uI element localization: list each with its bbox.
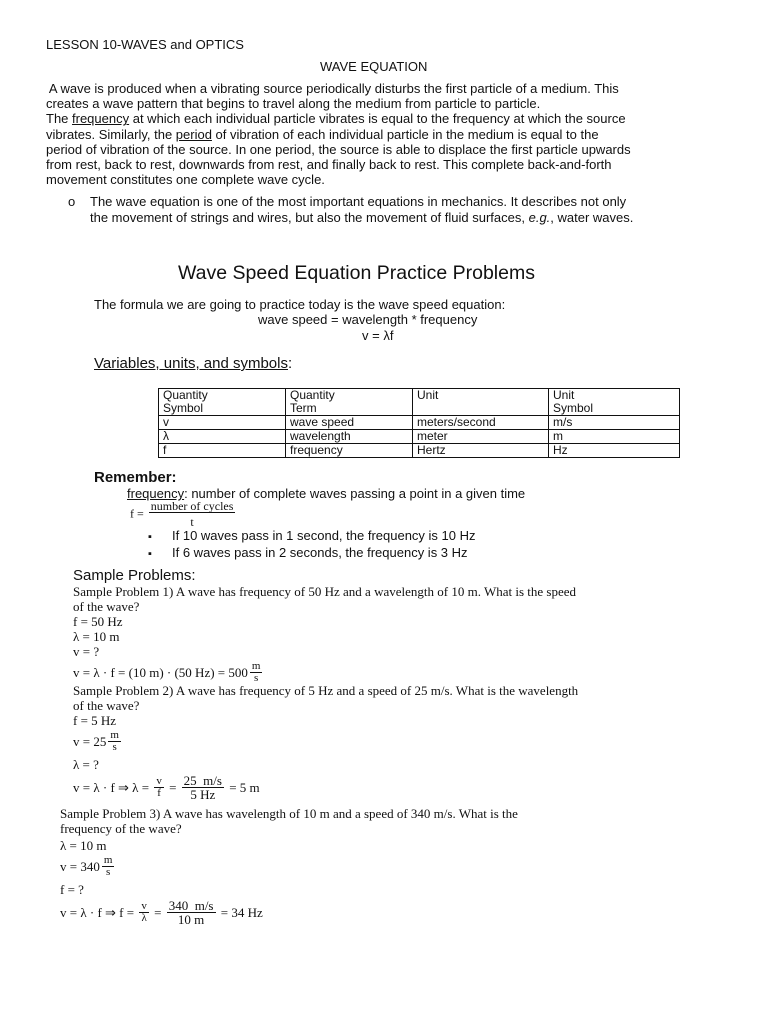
numerator: 25 m/s (183, 773, 222, 788)
table-cell: meters/second (413, 416, 549, 430)
table-cell: frequency (286, 444, 413, 458)
text: Term (290, 401, 317, 415)
text: Quantity (290, 388, 335, 402)
list-item (148, 528, 476, 545)
intro-line: A wave is produced when a vibrating source periodically disturbs the first particle of a medium. This (46, 81, 619, 96)
practice-heading: Wave Speed Equation Practice Problems (178, 262, 535, 284)
given-value (60, 855, 518, 878)
denominator: s (105, 866, 111, 878)
intro-paragraph (46, 81, 631, 187)
given-value: v = ? (73, 644, 100, 659)
formula-words: wave speed = wavelength * frequency (258, 312, 478, 327)
text: = (154, 905, 162, 920)
page-title: WAVE EQUATION (320, 59, 428, 74)
table-cell: f (159, 444, 286, 458)
text: = 34 Hz (220, 905, 263, 920)
problem-text: Sample Problem 3) A wave has wavelength of 10 m and a speed of 340 m/s. What is the (60, 806, 518, 821)
fraction (149, 500, 236, 528)
denominator: 10 m (177, 912, 205, 927)
denominator: f (157, 787, 161, 799)
given-value (73, 730, 578, 753)
variables-table (158, 388, 680, 458)
text: v = λ · f ⇒ λ = (73, 780, 150, 795)
fraction (182, 774, 224, 801)
intro-line (46, 111, 631, 126)
bullet-line: The wave equation is one of the most important equations in mechanics. It describes not only (90, 194, 627, 209)
table-cell: Hertz (413, 444, 549, 458)
table-cell: wave speed (286, 416, 413, 430)
numerator: v (156, 775, 162, 787)
problem-text: Sample Problem 1) A wave has frequency of 50 Hz and a wavelength of 10 m. What is the speed (73, 584, 577, 599)
denominator: 5 Hz (190, 787, 216, 802)
intro-line: period of vibration of the source. In one period, the source is able to displace the first particle upwards (46, 141, 631, 157)
text: The (46, 111, 73, 127)
text: vibrates. Similarly, the (46, 126, 176, 142)
fraction (154, 776, 164, 799)
table-cell: wavelength (286, 430, 413, 444)
text: of vibration of each individual particle in the medium is equal to the (211, 126, 599, 142)
text: v = λ · f ⇒ f = (60, 905, 135, 920)
bullet-marker: ▪ (148, 531, 152, 543)
lesson-label: LESSON 10-WAVES and OPTICS (46, 37, 244, 52)
table-row (159, 416, 680, 430)
given-value: f = 50 Hz (73, 614, 123, 629)
denominator: s (112, 741, 117, 753)
wave-equation-bullet (90, 194, 633, 226)
formula-intro: The formula we are going to practice today is the wave speed equation: (94, 297, 506, 312)
text: : number of complete waves passing a point in a given time (184, 486, 526, 501)
problem-text: of the wave? (73, 698, 140, 713)
fraction (108, 730, 121, 753)
table-header-cell (413, 389, 549, 416)
text: Unit (417, 388, 439, 402)
numerator: v (141, 900, 147, 912)
remember-heading: Remember: (94, 469, 177, 486)
period-term: period (175, 126, 212, 142)
table-header-row (159, 389, 680, 416)
intro-line: movement constitutes one complete wave cycle. (46, 172, 325, 188)
given-value: λ = 10 m (73, 629, 120, 644)
text: : (287, 355, 293, 372)
numerator: 340 m/s (168, 898, 214, 913)
frequency-term: frequency (127, 486, 185, 501)
text: the movement of strings and wires, but also the movement of fluid surfaces, (90, 210, 529, 225)
solution (73, 661, 576, 684)
problem-text: of the wave? (73, 599, 140, 614)
frequency-formula (130, 500, 237, 528)
table-cell: λ (159, 430, 286, 444)
list-item (148, 545, 476, 562)
table-header-cell (549, 389, 680, 416)
table-cell: meter (413, 430, 549, 444)
text: f = (130, 506, 144, 521)
sample-problem-1 (73, 584, 576, 684)
text: e.g. (528, 210, 551, 225)
given-value: λ = 10 m (60, 838, 107, 853)
numerator: number of cycles (150, 499, 234, 513)
formula-symbols: v = λf (362, 328, 394, 343)
given-value: λ = ? (73, 757, 99, 772)
table-cell: m (549, 430, 680, 444)
sample-problem-2 (73, 683, 578, 801)
frequency-examples (148, 528, 476, 562)
sample-problems-heading: Sample Problems: (73, 567, 196, 584)
text: Unit (553, 388, 575, 402)
fraction (102, 855, 115, 878)
frequency-term: frequency (72, 111, 130, 127)
denominator: s (254, 672, 259, 684)
solution (73, 774, 578, 801)
bullet-marker: ▪ (148, 548, 152, 560)
given-value: f = 5 Hz (73, 713, 117, 728)
table-row (159, 444, 680, 458)
intro-line: from rest, back to rest, downwards from rest, and finally back to rest. This complete back-and-forth (46, 157, 612, 173)
fraction (139, 901, 149, 924)
sample-problem-3 (60, 806, 518, 926)
text: = 5 m (229, 780, 260, 795)
text: = (169, 780, 177, 795)
text (417, 402, 544, 415)
text: , water waves. (550, 210, 634, 225)
text: v = 25 (73, 734, 107, 749)
table-cell: Hz (549, 444, 680, 458)
table-header-cell (286, 389, 413, 416)
table-header-cell (159, 389, 286, 416)
table-cell: m/s (549, 416, 680, 430)
text: Quantity (163, 388, 208, 402)
given-value: f = ? (60, 882, 84, 897)
text: at which each individual particle vibrates is equal to the frequency at which the source (129, 111, 626, 127)
text: Variables, units, and symbols (94, 355, 288, 372)
text: v = 340 (60, 859, 100, 874)
bullet-line (90, 210, 633, 226)
intro-line (46, 127, 631, 142)
text: Symbol (163, 401, 204, 415)
denominator: t (190, 515, 194, 529)
variables-heading (94, 355, 292, 372)
bullet-marker: o (68, 194, 76, 209)
fraction (250, 661, 263, 684)
fraction (167, 899, 216, 926)
text: If 10 waves pass in 1 second, the frequency is 10 Hz (172, 528, 476, 543)
problem-text: frequency of the wave? (60, 821, 182, 836)
text: Symbol (553, 401, 594, 415)
table-cell: v (159, 416, 286, 430)
solution (60, 899, 518, 926)
numerator: m (103, 854, 113, 866)
denominator: λ (141, 912, 147, 924)
numerator: m (251, 660, 261, 672)
intro-line: creates a wave pattern that begins to travel along the medium from particle to particle. (46, 96, 541, 112)
text: If 6 waves pass in 2 seconds, the frequency is 3 Hz (172, 545, 468, 560)
table-row (159, 430, 680, 444)
problem-text: Sample Problem 2) A wave has frequency of 5 Hz and a speed of 25 m/s. What is the wavelength (73, 683, 579, 698)
numerator: m (110, 729, 119, 741)
text: v = λ · f = (10 m) · (50 Hz) = 500 (73, 665, 248, 680)
